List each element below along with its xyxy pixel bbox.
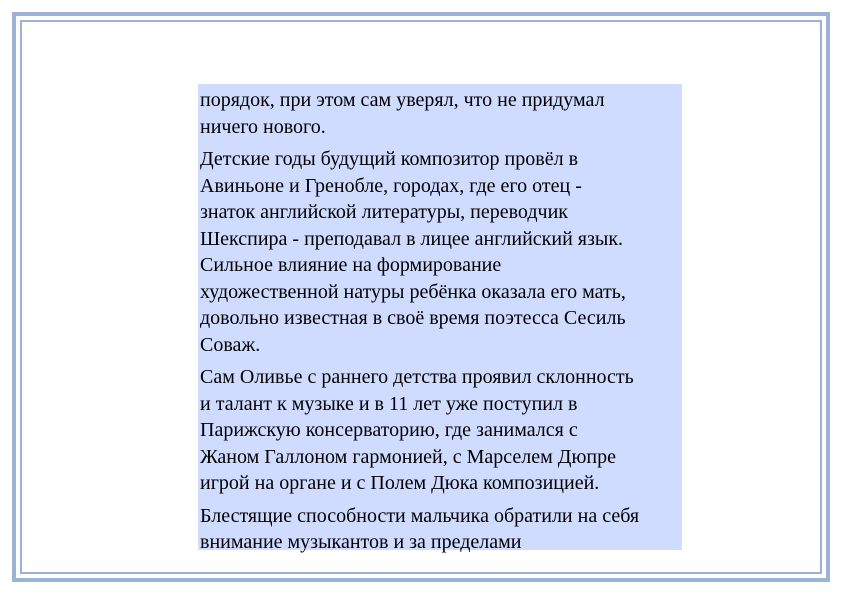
paragraph-3: Сам Оливье с раннего детства проявил склонность и талант к музыке и в 11 лет уже поступил в Парижскую консерваторию, где занимался с Жаном Галлоном гармонией, с Марселем Дюпре игрой на органе и с Полем Дюка композицией. [200,366,634,494]
paragraph-1: порядок, при этом сам уверял, что не придумал ничего нового. [200,89,605,138]
paragraph-4: Блестящие способности мальчика обратили на себя внимание музыкантов и за пределами [200,504,640,553]
paragraph-2: Детские годы будущий композитор провёл в Авиньоне и Гренобле, городах, где его отец - знаток английской литературы, переводчик Шекспира - преподавал в лицее английский язык. Сильное влияние на формирование художественной натуры ребёнка оказала его мать, довольно известная в своё время поэтесса Сесиль Соваж. [200,148,626,356]
text-box [198,84,682,553]
